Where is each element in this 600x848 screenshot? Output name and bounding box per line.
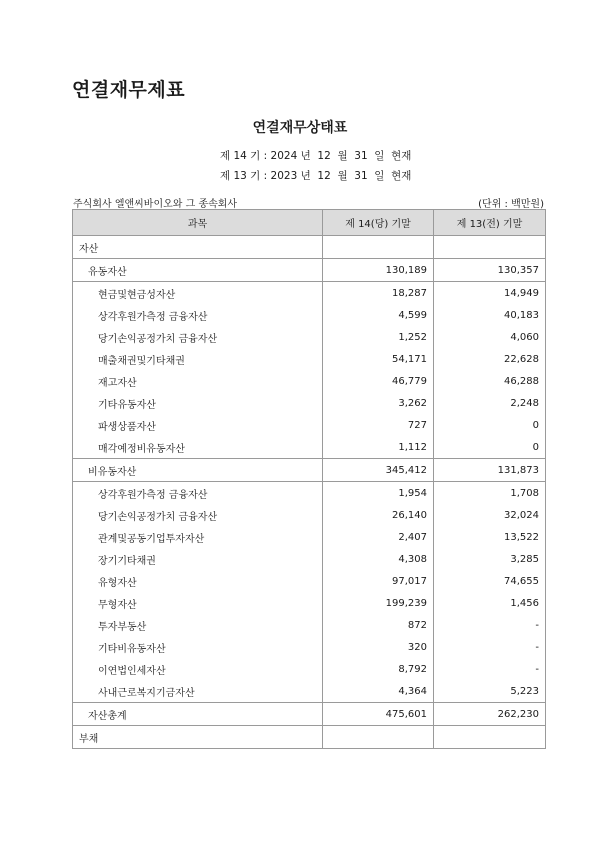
account-name: 자산총계 (73, 703, 323, 726)
table-row (73, 482, 546, 505)
table-row (73, 658, 546, 680)
table-row (73, 726, 546, 749)
current-period-value: 26,140 (323, 504, 434, 526)
current-period-value (323, 236, 434, 259)
current-period-value: 4,599 (323, 304, 434, 326)
period-prior: 제 13 기 : 2023 년 12 월 31 일 현재 (220, 170, 412, 182)
account-name: 자산 (73, 236, 323, 259)
prior-period-value: 32,024 (434, 504, 546, 526)
prior-period-value: 130,357 (434, 259, 546, 282)
current-period-value (323, 726, 434, 749)
current-period-value: 8,792 (323, 658, 434, 680)
prior-period-value (434, 726, 546, 749)
prior-period-value: 5,223 (434, 680, 546, 703)
account-name: 무형자산 (73, 592, 323, 614)
table-row (73, 326, 546, 348)
account-name: 재고자산 (73, 370, 323, 392)
table-row (73, 259, 546, 282)
unit-label: (단위 : 백만원) (478, 199, 544, 210)
table-row (73, 703, 546, 726)
current-period-value: 1,252 (323, 326, 434, 348)
current-period-value: 18,287 (323, 282, 434, 305)
current-period-value: 54,171 (323, 348, 434, 370)
company-name: 주식회사 엘앤씨바이오와 그 종속회사 (73, 199, 238, 210)
account-name: 유형자산 (73, 570, 323, 592)
document-title: 연결재무제표 (72, 79, 186, 101)
table-row (73, 236, 546, 259)
account-name: 상각후원가측정 금융자산 (73, 482, 323, 505)
prior-period-value (434, 236, 546, 259)
account-name: 매출채권및기타채권 (73, 348, 323, 370)
header-prior-period: 제 13(전) 기말 (434, 210, 546, 236)
account-name: 투자부동산 (73, 614, 323, 636)
prior-period-value: 40,183 (434, 304, 546, 326)
table-row (73, 570, 546, 592)
account-name: 부채 (73, 726, 323, 749)
prior-period-value: 1,456 (434, 592, 546, 614)
account-name: 유동자산 (73, 259, 323, 282)
prior-period-value: 2,248 (434, 392, 546, 414)
prior-period-value: 262,230 (434, 703, 546, 726)
current-period-value: 4,364 (323, 680, 434, 703)
table-row (73, 414, 546, 436)
table-row (73, 370, 546, 392)
table-row (73, 304, 546, 326)
prior-period-value: 3,285 (434, 548, 546, 570)
prior-period-value: 0 (434, 436, 546, 459)
current-period-value: 130,189 (323, 259, 434, 282)
current-period-value: 199,239 (323, 592, 434, 614)
table-row (73, 436, 546, 459)
account-name: 사내근로복지기금자산 (73, 680, 323, 703)
account-name: 매각예정비유동자산 (73, 436, 323, 459)
account-name: 당기손익공정가치 금융자산 (73, 504, 323, 526)
account-name: 당기손익공정가치 금융자산 (73, 326, 323, 348)
prior-period-value: 131,873 (434, 459, 546, 482)
header-account: 과목 (73, 210, 323, 236)
prior-period-value: - (434, 636, 546, 658)
account-name: 기타비유동자산 (73, 636, 323, 658)
current-period-value: 345,412 (323, 459, 434, 482)
table-row (73, 636, 546, 658)
table-row (73, 282, 546, 305)
prior-period-value: 14,949 (434, 282, 546, 305)
current-period-value: 46,779 (323, 370, 434, 392)
account-name: 기타유동자산 (73, 392, 323, 414)
current-period-value: 475,601 (323, 703, 434, 726)
header-current-period: 제 14(당) 기말 (323, 210, 434, 236)
current-period-value: 1,954 (323, 482, 434, 505)
prior-period-value: 74,655 (434, 570, 546, 592)
account-name: 파생상품자산 (73, 414, 323, 436)
account-name: 관계및공동기업투자자산 (73, 526, 323, 548)
table-row (73, 548, 546, 570)
period-current: 제 14 기 : 2024 년 12 월 31 일 현재 (220, 150, 412, 162)
table-row (73, 348, 546, 370)
prior-period-value: 0 (434, 414, 546, 436)
table-row (73, 526, 546, 548)
table-body (73, 236, 546, 749)
table-row (73, 680, 546, 703)
current-period-value: 97,017 (323, 570, 434, 592)
account-name: 현금및현금성자산 (73, 282, 323, 305)
current-period-value: 320 (323, 636, 434, 658)
table-header-row (73, 210, 546, 236)
current-period-value: 1,112 (323, 436, 434, 459)
table-row (73, 392, 546, 414)
prior-period-value: 13,522 (434, 526, 546, 548)
account-name: 이연법인세자산 (73, 658, 323, 680)
prior-period-value: - (434, 658, 546, 680)
prior-period-value: - (434, 614, 546, 636)
account-name: 상각후원가측정 금융자산 (73, 304, 323, 326)
current-period-value: 872 (323, 614, 434, 636)
table-row (73, 504, 546, 526)
prior-period-value: 1,708 (434, 482, 546, 505)
table-row (73, 459, 546, 482)
account-name: 장기기타채권 (73, 548, 323, 570)
current-period-value: 2,407 (323, 526, 434, 548)
statement-title: 연결재무상태표 (252, 120, 348, 136)
current-period-value: 727 (323, 414, 434, 436)
table-row (73, 614, 546, 636)
balance-sheet-table (72, 209, 546, 749)
current-period-value: 4,308 (323, 548, 434, 570)
prior-period-value: 22,628 (434, 348, 546, 370)
table-row (73, 592, 546, 614)
current-period-value: 3,262 (323, 392, 434, 414)
account-name: 비유동자산 (73, 459, 323, 482)
prior-period-value: 46,288 (434, 370, 546, 392)
prior-period-value: 4,060 (434, 326, 546, 348)
